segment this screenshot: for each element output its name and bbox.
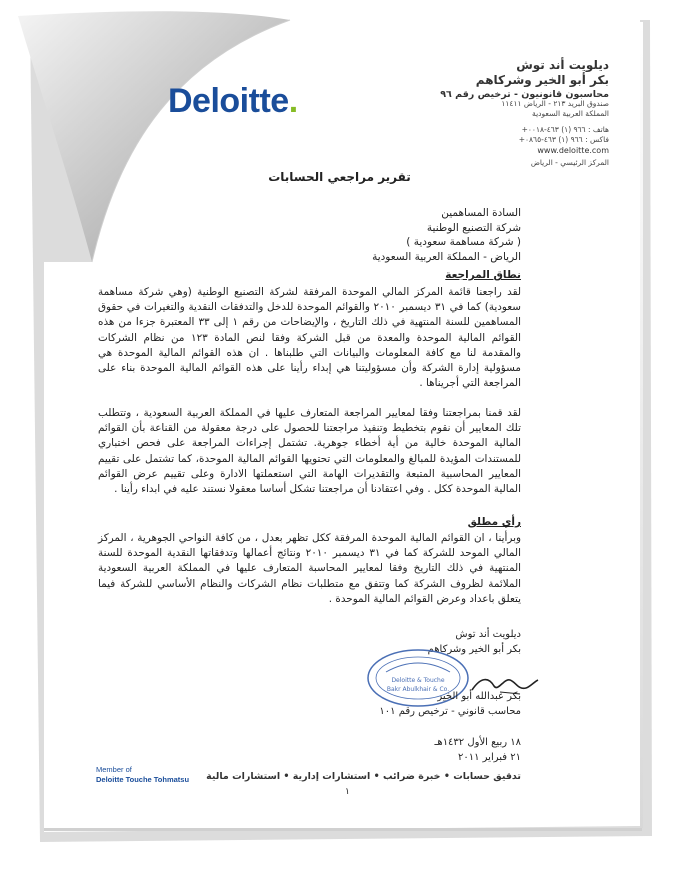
firm-address: صندوق البريد ٢١٣ - الرياض ١١٤١١ المملكة العربية السعودية bbox=[501, 99, 609, 118]
date-block: ١٨ ربيع الأول ١٤٣٢هـ ٢١ فبراير ٢٠١١ bbox=[434, 737, 521, 763]
report-title: تقرير مراجعي الحسابات bbox=[268, 170, 411, 184]
scope-heading: نطاق المراجعة bbox=[445, 269, 521, 281]
scope-paragraph-2: لقد قمنا بمراجعتنا وفقا لمعايير المراجعة المتعارف عليها في المملكة العربية السعودية ، وتتطلب تلك المعايير أن نقوم بتخطيط وتنفيذ مراجعتنا للحصول على درجة معقولة من القناعة بأن القوائم المالية الموحدة خالية من أية أخطاء جوهرية. تشتمل إجراءات المراجعة على فحص اختباري للمستندات المؤيدة للمبالغ والمعلومات التي تحتويها القوائم المالية الموحدة، كما تشتمل على تقييم المعايير المحاسبية المتبعة والتقديرات الهامة التي استعملتها الادارة وعلى تقييم عرض القوائم المالية الموحدة ككل . وفي اعتقادنا أن مراجعتنا تشكل أساسا معقولا نستند عليه في ابداء رأينا . bbox=[98, 407, 521, 496]
firm-hq: المركز الرئيسي - الرياض bbox=[530, 158, 609, 167]
firm-website[interactable]: www.deloitte.com bbox=[537, 146, 609, 155]
footer-services: تدقيق حسابات • خبرة ضرائب • استشارات إدارية • استشارات مالية bbox=[206, 771, 521, 782]
firm-header bbox=[440, 58, 609, 101]
svg-text:Deloitte & Touche: Deloitte & Touche bbox=[391, 677, 445, 684]
phone-row: هاتف : +٩٦٦ (١) ٤٦٣-٠٠١٨ bbox=[521, 125, 609, 134]
scope-paragraph-1: لقد راجعنا قائمة المركز المالي الموحدة المرفقة لشركة التصنيع الوطنية (وهي شركة مساهمة سعودية) كما في ٣١ ديسمبر ٢٠١٠ والقوائم الموحدة للدخل والتدفقات النقدية والتغيرات في حقوق المساهمين للسنة المنتهية في ذلك التاريخ ، والإيضاحات من رقم ١ إلى ٣٣ المعتبرة جزءا من هذه القوائم المالية الموحدة والمعدة من قبل الشركة وفقا لنص المادة ١٢٣ من نظام الشركات والمقدمة لنا مع كافة المعلومات والبيانات التي طلبناها . ان هذه القوائم المالية الموحدة هي مسؤولية إدارة الشركة وأن مسؤوليتنا هي إبداء رأينا على هذه القوائم المالية الموحدة بناء على المراجعة التي أجريناها . bbox=[98, 286, 521, 390]
firm-contact bbox=[519, 125, 609, 145]
svg-text:Bakr Abulkhair & Co.: Bakr Abulkhair & Co. bbox=[386, 686, 450, 693]
fax-row: فاكس : +٩٦٦ (١) ٤٦٣-٠٨٦٥ bbox=[518, 135, 609, 144]
deloitte-logo: Deloitte. bbox=[168, 82, 298, 120]
addressee-block: السادة المساهمين شركة التصنيع الوطنية ( شركة مساهمة سعودية ) الرياض - المملكة العربية السعودية bbox=[372, 207, 521, 263]
signature-firm: ديلويت أند توش بكر أبو الخير وشركاهم bbox=[427, 629, 521, 655]
firm-name-line2: بكر أبو الخير وشركاهم bbox=[475, 73, 609, 87]
signer-block: بكر عبدالله أبو الخير محاسب قانوني - ترخيص رقم ١٠١ bbox=[379, 691, 521, 717]
firm-license: محاسبون قانونيون - ترخيص رقم ٩٦ bbox=[440, 89, 609, 100]
firm-name-line1: ديلويت أند توش bbox=[516, 58, 609, 72]
page-number: ١ bbox=[345, 787, 350, 797]
opinion-paragraph: وبرأينا ، ان القوائم المالية الموحدة المرفقة ككل تظهر بعدل ، من كافة النواحي الجوهرية ، المركز المالي الموحد للشركة كما في ٣١ ديسمبر ٢٠١٠ ونتائج أعمالها وتدفقاتها النقدية الموحدة للسنة المنتهية في ذلك التاريخ وفقا لمعايير المحاسبة المتعارف عليها في المملكة العربية السعودية الملائمة لظروف الشركة كما وتتفق مع متطلبات نظام الشركات والنظام الأساسي للشركة فيما يتعلق باعداد وعرض القوائم المالية الموحدة . bbox=[98, 532, 521, 605]
opinion-heading: رأي مطلق bbox=[467, 516, 521, 528]
member-of-network: Member of Deloitte Touche Tohmatsu bbox=[96, 765, 190, 784]
